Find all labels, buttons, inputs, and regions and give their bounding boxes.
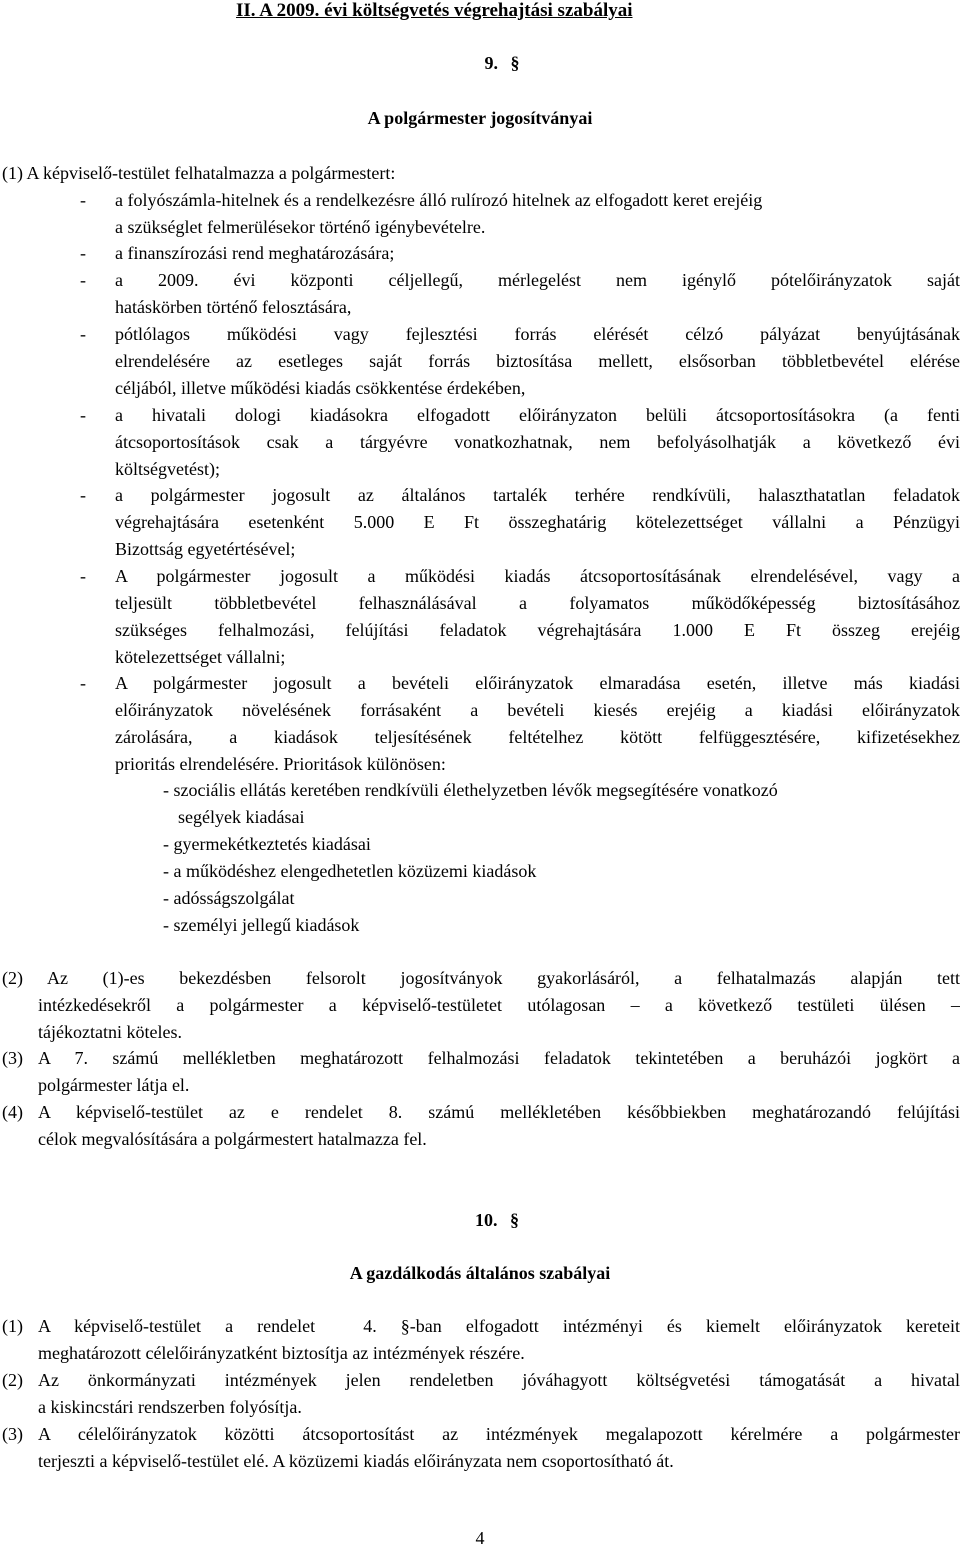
list-item-line: a hivatali dologi kiadásokra elfogadott előirányzaton belüli átcsoportosításokra (a fenti bbox=[115, 405, 960, 425]
list-dash: - bbox=[80, 673, 86, 693]
list-item-line: végrehajtására esetenként 5.000 E Ft összeghatárig kötelezettséget vállalni a Pénzügyi bbox=[115, 512, 960, 532]
paragraph-line: meghatározott célelőirányzatként biztosítja az intézmények részére. bbox=[38, 1343, 525, 1363]
section-10-number bbox=[475, 1207, 575, 1234]
list-item-line: költségvetést); bbox=[115, 459, 220, 479]
paragraph-line: tájékoztatni köteles. bbox=[38, 1022, 182, 1042]
list-item-line: előirányzatok növelésének forrásaként a bevételi kiesés erejéig a kiadási előirányzatok bbox=[115, 700, 960, 720]
paragraph-line: polgármester látja el. bbox=[38, 1075, 190, 1095]
section-9-title: A polgármester jogosítványai bbox=[367, 108, 593, 128]
section-9-intro: (1) A képviselő-testület felhatalmazza a polgármestert: bbox=[2, 163, 396, 183]
list-item-line: elrendelésére az esetleges saját forrás biztosítása mellett, elsősorban többletbevétel elérése bbox=[115, 351, 960, 371]
paragraph-number: (3) bbox=[2, 1048, 23, 1068]
list-item-line: prioritás elrendelésére. Prioritások különösen: bbox=[115, 754, 446, 774]
paragraph-number: (2) bbox=[2, 968, 23, 988]
list-item-line: Bizottság egyetértésével; bbox=[115, 539, 296, 559]
paragraph-number: (4) bbox=[2, 1102, 23, 1122]
paragraph-line: A 7. számú mellékletben meghatározott felhalmozási feladatok tekintetében a beruházói jogkört a bbox=[38, 1048, 960, 1068]
section-10-title: A gazdálkodás általános szabályai bbox=[349, 1263, 611, 1283]
list-item-line: a polgármester jogosult az általános tartalék terhére rendkívüli, halaszthatatlan feladatok bbox=[115, 485, 960, 505]
section-number: 9. bbox=[484, 53, 498, 73]
list-dash: - bbox=[80, 270, 86, 290]
chapter-title: II. A 2009. évi költségvetés végrehajtási szabályai bbox=[236, 0, 633, 21]
list-item-line: a 2009. évi központi céljellegű, mérlegelést nem igénylő pótelőirányzatok saját bbox=[115, 270, 960, 290]
paragraph-number: (1) bbox=[2, 1316, 23, 1336]
paragraph-line: A képviselő-testület a rendelet 4. §-ban elfogadott intézményi és kiemelt előirányzatok kereteit bbox=[38, 1316, 960, 1336]
priority-item: - személyi jellegű kiadások bbox=[163, 915, 360, 935]
list-item-line: A polgármester jogosult a működési kiadás átcsoportosításának elrendelésével, vagy a bbox=[115, 566, 960, 586]
list-item-line: a finanszírozási rend meghatározására; bbox=[115, 243, 395, 263]
priority-item: - gyermekétkeztetés kiadásai bbox=[163, 834, 371, 854]
paragraph-line: Az (1)-es bekezdésben felsorolt jogosítványok gyakorlásáról, a felhatalmazás alapján tett bbox=[47, 968, 960, 988]
paragraph-line: a kiskincstári rendszerben folyósítja. bbox=[38, 1397, 302, 1417]
list-dash: - bbox=[80, 405, 86, 425]
paragraph-number: (3) bbox=[2, 1424, 23, 1444]
list-item-line: pótlólagos működési vagy fejlesztési forrás elérését célzó pályázat benyújtásának bbox=[115, 324, 960, 344]
list-item-line: szükséges felhalmozási, felújítási feladatok végrehajtására 1.000 E Ft összeg erejéig bbox=[115, 620, 960, 640]
paragraph-line: A célelőirányzatok közötti átcsoportosítást az intézmények megalapozott kérelmére a polgármester bbox=[38, 1424, 960, 1444]
list-item-line: teljesült többletbevétel felhasználásával a folyamatos működőképesség biztosításához bbox=[115, 593, 960, 613]
paragraph-symbol: § bbox=[510, 1210, 519, 1230]
page-number: 4 bbox=[475, 1528, 485, 1548]
priority-item: - adósságszolgálat bbox=[163, 888, 295, 908]
paragraph-number: (2) bbox=[2, 1370, 23, 1390]
list-dash: - bbox=[80, 243, 86, 263]
list-dash: - bbox=[80, 566, 86, 586]
priority-item: - szociális ellátás keretében rendkívüli élethelyzetben lévők megsegítésére vonatkozó bbox=[163, 780, 778, 800]
list-item-line: zárolására, a kiadások teljesítésének feltételhez kötött felfüggesztésére, kifizetésekhez bbox=[115, 727, 960, 747]
list-item-line: kötelezettséget vállalni; bbox=[115, 647, 286, 667]
paragraph-line: célok megvalósítására a polgármestert hatalmazza fel. bbox=[38, 1129, 427, 1149]
paragraph-line: Az önkormányzati intézmények jelen rendeletben jóváhagyott költségvetési támogatását a hivatal bbox=[38, 1370, 960, 1390]
list-dash: - bbox=[80, 190, 86, 210]
priority-item: - a működéshez elengedhetetlen közüzemi kiadások bbox=[163, 861, 537, 881]
section-number: 10. bbox=[475, 1210, 498, 1230]
list-item-line: hatáskörben történő felosztására, bbox=[115, 297, 352, 317]
list-item-line: átcsoportosítások csak a tárgyévre vonatkozhatnak, nem befolyásolhatják a következő évi bbox=[115, 432, 960, 452]
list-item-line: A polgármester jogosult a bevételi előirányzatok elmaradása esetén, illetve más kiadási bbox=[115, 673, 960, 693]
paragraph-symbol: § bbox=[510, 53, 520, 73]
list-item-line: a folyószámla-hitelnek és a rendelkezésre álló rulírozó hitelnek az elfogadott keret erejéig bbox=[115, 190, 763, 210]
priority-item: segélyek kiadásai bbox=[178, 807, 305, 827]
list-item-line: céljából, illetve működési kiadás csökkentése érdekében, bbox=[115, 378, 526, 398]
paragraph-line: terjeszti a képviselő-testület elé. A közüzemi kiadás előirányzata nem csoportosítható át. bbox=[38, 1451, 674, 1471]
paragraph-line: intézkedésekről a polgármester a képviselő-testületet utólagosan – a következő testületi ülésen – bbox=[38, 995, 960, 1015]
list-dash: - bbox=[80, 485, 86, 505]
section-9-number bbox=[452, 50, 552, 77]
list-dash: - bbox=[80, 324, 86, 344]
paragraph-line: A képviselő-testület az e rendelet 8. számú mellékletében későbbiekben meghatározandó felújítási bbox=[38, 1102, 960, 1122]
list-item-line: a szükséglet felmerülésekor történő igénybevételre. bbox=[115, 217, 486, 237]
